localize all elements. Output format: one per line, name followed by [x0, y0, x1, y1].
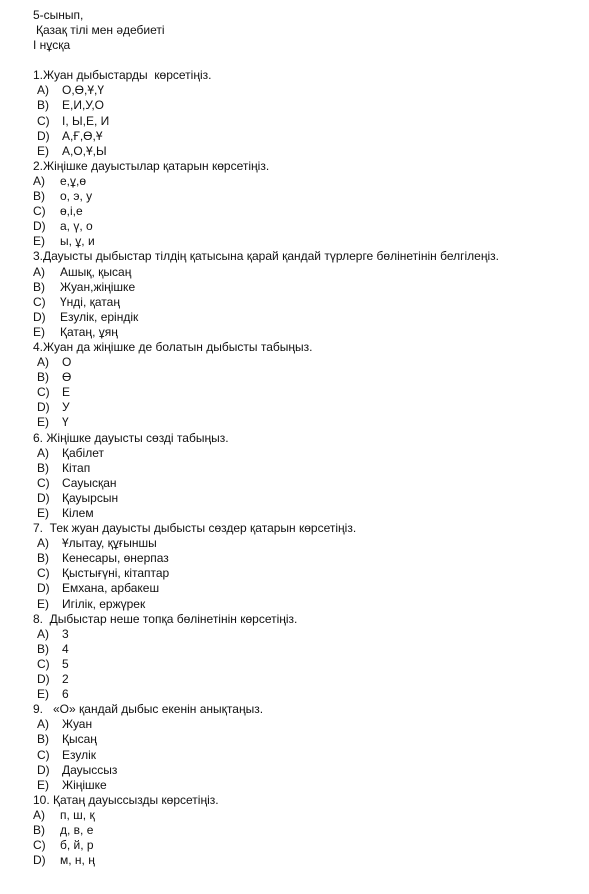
option-letter: A) [37, 355, 49, 370]
answer-option [33, 295, 589, 310]
question-block [33, 431, 589, 522]
answer-option [33, 823, 589, 838]
answer-option [33, 506, 589, 521]
option-letter: B) [37, 370, 49, 385]
option-text: Жуан,жіңішке [60, 279, 136, 294]
answer-option [33, 265, 589, 280]
option-text: Ашық, қысаң [60, 264, 132, 279]
question-block [33, 702, 589, 793]
answer-option [33, 687, 589, 702]
option-text: Ұлытау, құғыншы [62, 536, 157, 551]
option-text: Сауысқан [62, 475, 117, 490]
option-text: Ү [62, 415, 69, 430]
answer-option [33, 310, 589, 325]
question-text: 10. Қатаң дауыссызды көрсетіңіз. [33, 792, 219, 807]
answer-option [33, 566, 589, 581]
option-letter: D) [37, 128, 50, 143]
option-text: б, й, р [60, 838, 94, 853]
option-text: Емхана, арбакеш [62, 581, 160, 596]
option-letter: B) [37, 460, 49, 475]
option-letter: D) [37, 581, 50, 596]
answer-option [33, 491, 589, 506]
question-text: 9. «О» қандай дыбыс екенін анықтаңыз. [33, 702, 264, 717]
option-letter: D) [33, 219, 46, 234]
question-list [33, 68, 589, 868]
option-letter: C) [37, 656, 50, 671]
answer-option [33, 400, 589, 415]
blank-line [33, 53, 589, 68]
option-letter: C) [37, 747, 50, 762]
option-letter: E) [33, 324, 45, 339]
answer-option [33, 476, 589, 491]
option-letter: D) [33, 853, 46, 868]
option-text: Кенесары, өнерпаз [62, 551, 169, 566]
option-text: 2 [62, 672, 69, 687]
answer-option [33, 129, 589, 144]
answer-options [33, 808, 589, 868]
option-text: У [62, 400, 70, 415]
answer-option [33, 98, 589, 113]
option-text: д, в, е [60, 822, 94, 837]
answer-option [33, 234, 589, 249]
option-text: Қысаң [62, 732, 97, 747]
answer-option [33, 219, 589, 234]
option-letter: D) [37, 672, 50, 687]
answer-option [33, 536, 589, 551]
answer-option [33, 189, 589, 204]
option-letter: C) [33, 838, 46, 853]
question-block [33, 159, 589, 250]
question-block [33, 612, 589, 703]
option-text: 6 [62, 687, 69, 702]
answer-options [33, 174, 589, 249]
answer-option [33, 144, 589, 159]
answer-option [33, 355, 589, 370]
answer-option [33, 717, 589, 732]
option-text: п, ш, қ [60, 807, 95, 822]
option-letter: B) [37, 551, 49, 566]
answer-options [33, 627, 589, 702]
answer-option [33, 280, 589, 295]
option-text: Кілем [62, 506, 94, 520]
option-letter: E) [37, 777, 49, 792]
answer-options [33, 536, 589, 611]
answer-option [33, 370, 589, 385]
option-text: ы, ұ, и [60, 234, 95, 249]
option-letter: A) [37, 717, 49, 732]
question-text: 3.Дауысты дыбыстар тілдің қатысына қарай қандай түрлерге бөлінетінін белгілеңіз. [33, 249, 499, 264]
question-text: 6. Жіңішке дауысты сөзді табыңыз. [33, 430, 229, 445]
option-letter: B) [37, 641, 49, 656]
option-letter: E) [37, 415, 49, 430]
answer-option [33, 174, 589, 189]
answer-option [33, 204, 589, 219]
option-letter: A) [33, 264, 45, 279]
option-text: Е,И,У,О [62, 98, 104, 113]
question-text: 1.Жуан дыбыстарды көрсетіңіз. [33, 68, 212, 83]
answer-option [33, 114, 589, 129]
question-text: 4.Жуан да жіңішке де болатын дыбысты табыңыз. [33, 339, 313, 354]
answer-option [33, 748, 589, 763]
option-text: Үнді, қатаң [60, 294, 120, 309]
question-text: 7. Тек жуан дауысты дыбысты сөздер қатарын көрсетіңіз. [33, 521, 357, 536]
question-block [33, 521, 589, 612]
option-text: Қатаң, ұяң [60, 324, 118, 339]
option-text: Ө [62, 370, 72, 385]
answer-option [33, 627, 589, 642]
option-text: 3 [62, 626, 69, 641]
subject-line: Қазақ тілі мен әдебиеті [36, 23, 165, 38]
option-text: Жіңішке [62, 777, 107, 792]
option-letter: D) [37, 400, 50, 415]
answer-options [33, 446, 589, 521]
question-block [33, 68, 589, 159]
option-letter: B) [37, 732, 49, 747]
option-letter: A) [37, 445, 49, 460]
answer-option [33, 838, 589, 853]
answer-option [33, 642, 589, 657]
answer-options [33, 265, 589, 340]
variant-line: І нұсқа [33, 38, 71, 53]
option-text: О [62, 355, 72, 370]
option-letter: E) [37, 687, 49, 702]
option-text: м, н, ң [60, 853, 95, 868]
option-text: Кітап [62, 460, 91, 475]
option-letter: E) [37, 596, 49, 611]
option-text: Дауыссыз [62, 762, 118, 777]
answer-option [33, 672, 589, 687]
answer-option [33, 461, 589, 476]
answer-option [33, 551, 589, 566]
question-block [33, 340, 589, 431]
option-text: Е [62, 385, 71, 400]
answer-option [33, 446, 589, 461]
answer-options [33, 717, 589, 792]
option-letter: C) [33, 294, 46, 309]
option-text: о, э, у [60, 189, 93, 204]
option-text: е,ұ,ө [60, 173, 87, 188]
question-block [33, 249, 589, 340]
option-text: ө,і,е [60, 204, 83, 219]
option-text: Езулік, еріндік [60, 309, 139, 324]
option-text: А,Ғ,Ө,Ұ [62, 128, 103, 143]
option-text: Қауырсын [62, 490, 119, 505]
option-letter: D) [33, 309, 46, 324]
option-text: І, Ы,Е, И [62, 113, 110, 128]
option-letter: C) [37, 566, 50, 581]
option-text: а, ү, о [60, 219, 93, 234]
answer-option [33, 385, 589, 400]
option-text: А,О,Ұ,Ы [62, 143, 107, 158]
option-letter: B) [33, 279, 45, 294]
answer-option [33, 732, 589, 747]
answer-option [33, 657, 589, 672]
option-text: Езулік [62, 747, 97, 762]
grade-line: 5-сынып, [33, 8, 84, 22]
option-letter: C) [37, 385, 50, 400]
option-letter: C) [33, 204, 46, 219]
option-text: Игілік, ержүрек [62, 596, 146, 611]
answer-option [33, 808, 589, 823]
option-letter: C) [37, 475, 50, 490]
option-text: Жуан [62, 717, 93, 732]
option-text: О,Ө,Ұ,Ү [62, 83, 105, 98]
question-text: 8. Дыбыстар неше топқа бөлінетінін көрсетіңіз. [33, 611, 298, 626]
answer-option [33, 597, 589, 612]
option-letter: B) [33, 189, 45, 204]
answer-option [33, 763, 589, 778]
question-block [33, 793, 589, 868]
answer-option [33, 778, 589, 793]
option-letter: A) [37, 626, 49, 641]
question-text: 2.Жіңішке дауыстылар қатарын көрсетіңіз. [33, 158, 270, 173]
answer-options [33, 83, 589, 158]
option-letter: E) [33, 234, 45, 249]
option-letter: A) [33, 173, 45, 188]
answer-option [33, 415, 589, 430]
answer-option [33, 853, 589, 868]
answer-option [33, 83, 589, 98]
option-text: 4 [62, 641, 69, 656]
option-letter: B) [33, 822, 45, 837]
option-letter: D) [37, 762, 50, 777]
option-letter: B) [37, 98, 49, 113]
answer-option [33, 325, 589, 340]
option-letter: D) [37, 490, 50, 505]
option-text: 5 [62, 656, 69, 671]
option-letter: A) [33, 807, 45, 822]
option-letter: A) [37, 536, 49, 551]
option-letter: A) [37, 83, 49, 98]
option-text: Қыстығүні, кітаптар [62, 566, 170, 581]
answer-option [33, 581, 589, 596]
option-letter: C) [37, 113, 50, 128]
option-letter: E) [37, 506, 49, 520]
answer-options [33, 355, 589, 430]
option-text: Қабілет [62, 445, 104, 460]
option-letter: E) [37, 143, 49, 158]
